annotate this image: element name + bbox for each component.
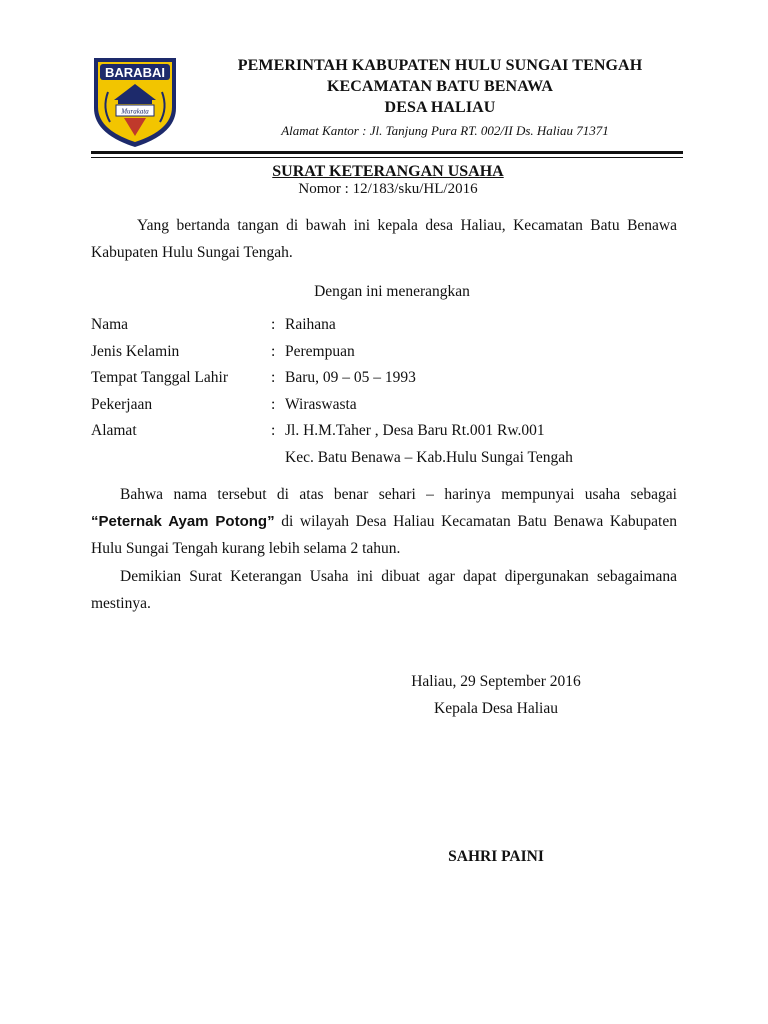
letterhead-village: DESA HALIAU [384,99,496,116]
declaration-line: Dengan ini menerangkan [314,283,470,300]
signature-role: Kepala Desa Haliau [434,700,558,717]
field-label: Jenis Kelamin [91,342,180,360]
business-text-after: di wilayah Desa Haliau Kecamatan Batu Benawa Kabupaten Hulu Sungai Tengah kurang lebih selama 2 tahun. [91,513,677,557]
field-row-alamat [91,418,573,445]
field-colon: : [271,342,276,360]
business-name: “Peternak Ayam Potong” [91,513,275,530]
field-colon: : [271,422,276,439]
intro-paragraph: Yang bertanda tangan di bawah ini kepala desa Haliau, Kecamatan Batu Benawa Kabupaten Hulu Sungai Tengah. [91,217,677,261]
field-row-tempat-tanggal-lahir [91,365,573,392]
field-label: Alamat [91,422,137,439]
letterhead-divider-thin [91,157,683,158]
field-label: Pekerjaan [91,395,153,413]
field-colon: : [271,316,276,333]
field-label: Tempat Tanggal Lahir [91,369,228,386]
field-value: Jl. H.M.Taher , Desa Baru Rt.001 Rw.001 [285,422,545,439]
field-colon: : [271,395,276,413]
letter-title-block [0,163,768,198]
field-value: Wiraswasta [285,395,357,413]
logo-motto: Murakata [121,107,149,116]
signature-date: Haliau, 29 September 2016 [411,673,581,690]
letterhead [190,55,690,141]
letterhead-government: PEMERINTAH KABUPATEN HULU SUNGAI TENGAH [237,57,643,74]
field-label [91,445,271,472]
letter-number: Nomor : 12/183/sku/HL/2016 [298,181,478,197]
field-value: Baru, 09 – 05 – 1993 [285,369,416,386]
letterhead-district: KECAMATAN BATU BENAWA [326,78,554,95]
identity-fields [91,312,573,471]
field-colon: : [271,369,276,386]
letterhead-address: Alamat Kantor : Jl. Tanjung Pura RT. 002/II Ds. Haliau 71371 [281,123,609,138]
letter-title: SURAT KETERANGAN USAHA [272,163,504,180]
barabai-emblem-icon [88,52,182,150]
logo-text: BARABAI [105,65,165,80]
field-row-alamat-continued [91,445,573,472]
signature-name: SAHRI PAINI [448,848,544,865]
field-label: Nama [91,316,129,333]
field-row-jenis-kelamin [91,339,573,366]
business-text-before: Bahwa nama tersebut di atas benar sehari – harinya mempunyai usaha sebagai [120,486,677,503]
field-value: Perempuan [285,342,355,360]
field-value: Kec. Batu Benawa – Kab.Hulu Sungai Tengah [285,448,573,466]
letterhead-divider-thick [91,151,683,154]
field-row-nama [91,312,573,339]
business-paragraph [91,481,677,562]
closing-paragraph: Demikian Surat Keterangan Usaha ini dibuat agar dapat dipergunakan sebagaimana mestinya. [91,568,677,612]
field-colon [271,445,285,472]
field-value: Raihana [285,316,336,333]
field-row-pekerjaan [91,392,573,419]
